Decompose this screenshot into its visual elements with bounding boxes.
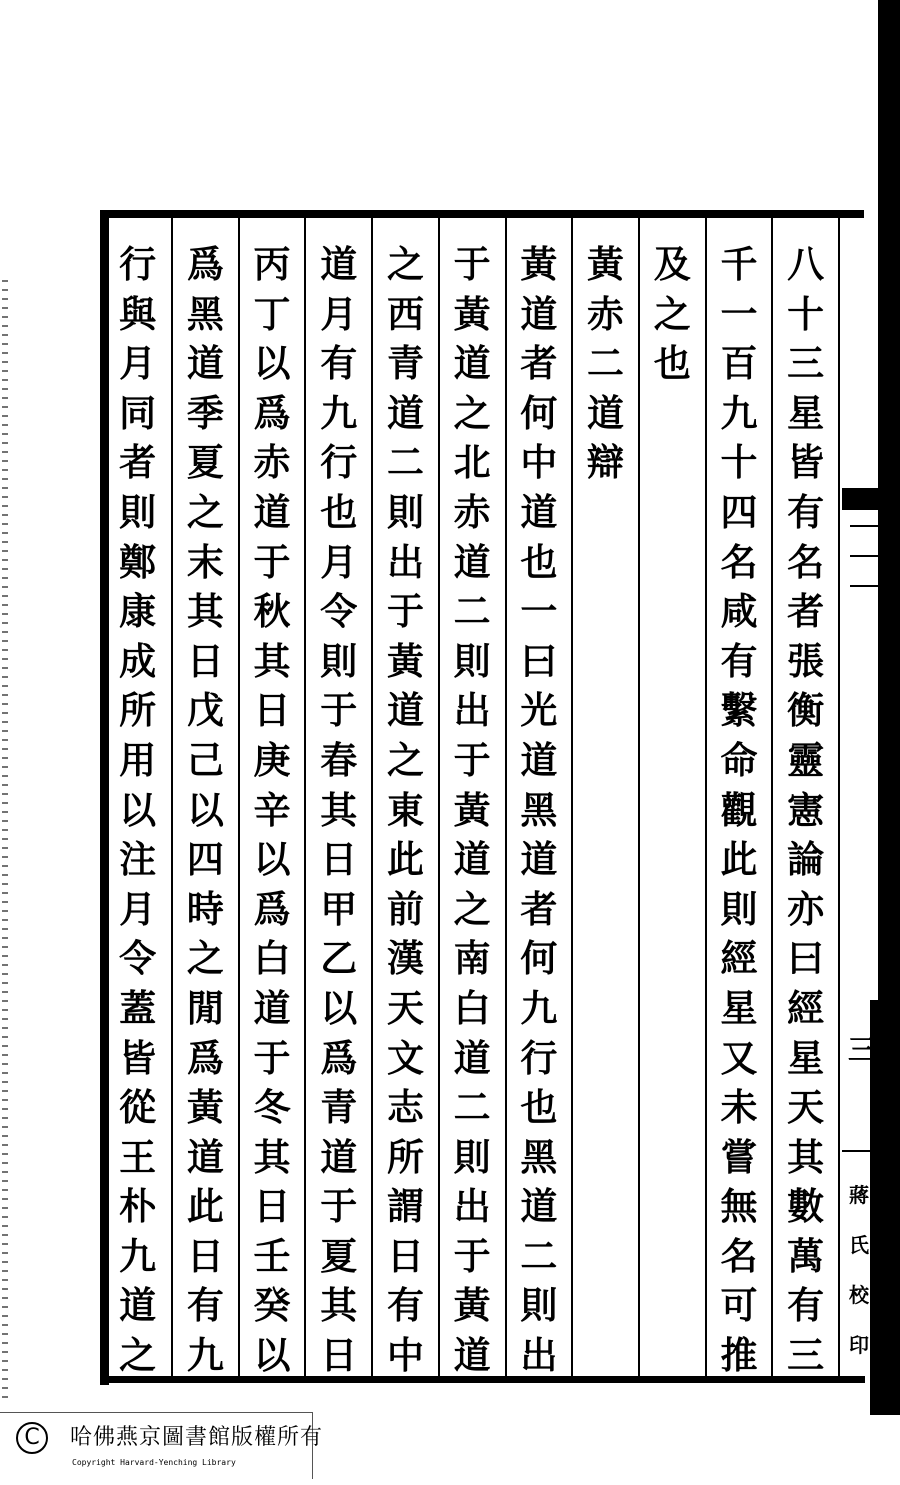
character: 青 (320, 1085, 358, 1130)
character: 令 (119, 936, 157, 981)
character: 鄭 (119, 539, 157, 584)
character: 黃 (520, 242, 558, 286)
character: 則 (453, 1134, 491, 1179)
character: 道 (320, 1134, 358, 1179)
character: 與 (119, 291, 157, 336)
character: 以 (320, 985, 358, 1030)
character: 北 (453, 440, 491, 485)
character: 以 (186, 787, 224, 832)
character: 于 (453, 737, 491, 782)
character: 之 (119, 1333, 157, 1378)
character: 戊 (186, 688, 224, 733)
character: 八 (787, 242, 825, 286)
character: 經 (720, 936, 758, 981)
character: 黃 (453, 291, 491, 336)
character: 于 (320, 688, 358, 733)
character: 道 (386, 688, 424, 733)
fold-mark (850, 585, 878, 587)
character: 則 (386, 489, 424, 534)
character: 道 (587, 390, 625, 435)
character: 者 (787, 589, 825, 634)
text-column (171, 218, 238, 1378)
character: 所 (119, 688, 157, 733)
character: 道 (520, 291, 558, 336)
character: 憲 (787, 787, 825, 832)
character: 也 (520, 1085, 558, 1130)
character: 之 (386, 737, 424, 782)
character: 以 (253, 837, 291, 882)
character: 于 (320, 1184, 358, 1229)
character: 赤 (453, 489, 491, 534)
character: 謂 (386, 1184, 424, 1229)
character: 西 (386, 291, 424, 336)
character: 朴 (119, 1184, 157, 1229)
character: 星 (720, 985, 758, 1030)
character: 以 (253, 341, 291, 386)
character: 未 (720, 1085, 758, 1130)
character: 黃 (186, 1085, 224, 1130)
character: 則 (119, 489, 157, 534)
character: 九 (720, 390, 758, 435)
copyright-icon: C (16, 1422, 48, 1454)
character: 其 (253, 1134, 291, 1179)
character: 曰 (787, 936, 825, 981)
character: 也 (320, 489, 358, 534)
character: 時 (186, 886, 224, 931)
character: 及 (653, 242, 691, 286)
character: 己 (186, 737, 224, 782)
character: 九 (320, 390, 358, 435)
character: 以 (253, 1333, 291, 1378)
character: 春 (320, 737, 358, 782)
character: 文 (386, 1035, 424, 1080)
character: 光 (520, 688, 558, 733)
character: 何 (520, 390, 558, 435)
character: 注 (119, 837, 157, 882)
character: 月 (320, 539, 358, 584)
character: 辯 (587, 440, 625, 485)
text-column (104, 218, 171, 1378)
character: 則 (520, 1283, 558, 1328)
character: 之 (653, 291, 691, 336)
character: 丙 (253, 242, 291, 286)
publisher-char: 蔣 (849, 1183, 869, 1207)
character: 出 (386, 539, 424, 584)
character: 赤 (253, 440, 291, 485)
character: 庚 (253, 737, 291, 782)
character: 也 (653, 341, 691, 386)
text-column (238, 218, 305, 1378)
character: 康 (119, 589, 157, 634)
character: 有 (787, 1283, 825, 1328)
character: 星 (787, 1035, 825, 1080)
character: 甲 (320, 886, 358, 931)
character: 道 (453, 341, 491, 386)
character: 萬 (787, 1233, 825, 1278)
character: 行 (520, 1035, 558, 1080)
character: 日 (320, 1333, 358, 1378)
character: 皆 (787, 440, 825, 485)
character: 此 (386, 837, 424, 882)
character: 皆 (119, 1035, 157, 1080)
character: 百 (720, 341, 758, 386)
character: 出 (453, 1184, 491, 1229)
character: 王 (119, 1134, 157, 1179)
character: 辛 (253, 787, 291, 832)
character: 二 (453, 589, 491, 634)
character: 之 (453, 390, 491, 435)
character: 則 (453, 638, 491, 683)
character: 于 (453, 1233, 491, 1278)
character: 此 (186, 1184, 224, 1229)
character: 道 (386, 390, 424, 435)
character: 道 (520, 489, 558, 534)
character: 三 (787, 1333, 825, 1378)
character: 之 (186, 936, 224, 981)
publisher-char: 氏 (849, 1233, 869, 1257)
fold-mark (850, 525, 878, 527)
text-column (705, 218, 772, 1378)
character: 黑 (520, 1134, 558, 1179)
character: 日 (186, 1233, 224, 1278)
character: 閒 (186, 985, 224, 1030)
character: 爲 (253, 390, 291, 435)
character: 何 (520, 936, 558, 981)
character: 季 (186, 390, 224, 435)
text-column (304, 218, 371, 1378)
character: 數 (787, 1184, 825, 1229)
character: 論 (787, 837, 825, 882)
fold-mark (850, 555, 878, 557)
character: 道 (119, 1283, 157, 1328)
character: 日 (320, 837, 358, 882)
character: 其 (253, 638, 291, 683)
character: 此 (720, 837, 758, 882)
character: 用 (119, 737, 157, 782)
text-column (438, 218, 505, 1378)
character: 蓋 (119, 985, 157, 1030)
character: 爲 (186, 242, 224, 286)
character: 道 (453, 1333, 491, 1378)
text-column (638, 218, 705, 1378)
character: 二 (386, 440, 424, 485)
character: 道 (253, 985, 291, 1030)
character: 千 (720, 242, 758, 286)
character: 末 (186, 539, 224, 584)
character: 名 (720, 1233, 758, 1278)
character: 前 (386, 886, 424, 931)
character: 癸 (253, 1283, 291, 1328)
character: 壬 (253, 1233, 291, 1278)
character: 其 (320, 1283, 358, 1328)
character: 中 (386, 1333, 424, 1378)
character: 黃 (453, 787, 491, 832)
character: 黃 (453, 1283, 491, 1328)
character: 白 (253, 936, 291, 981)
character: 黃 (587, 242, 625, 286)
character: 二 (453, 1085, 491, 1130)
character: 道 (520, 1184, 558, 1229)
character: 之 (386, 242, 424, 286)
character: 黑 (520, 787, 558, 832)
character: 亦 (787, 886, 825, 931)
character: 繫 (720, 688, 758, 733)
character: 觀 (720, 787, 758, 832)
character: 有 (720, 638, 758, 683)
character: 漢 (386, 936, 424, 981)
copyright-title: 哈佛燕京圖書館版權所有 (70, 1425, 324, 1450)
character: 出 (453, 688, 491, 733)
character: 青 (386, 341, 424, 386)
character: 行 (119, 242, 157, 286)
character: 有 (186, 1283, 224, 1328)
character: 之 (453, 886, 491, 931)
text-column (571, 218, 638, 1378)
character: 名 (720, 539, 758, 584)
character: 行 (320, 440, 358, 485)
character: 日 (186, 638, 224, 683)
character: 夏 (320, 1233, 358, 1278)
character: 丁 (253, 291, 291, 336)
scan-edge (2, 280, 8, 1400)
character: 衡 (787, 688, 825, 733)
text-column (505, 218, 572, 1378)
character: 一 (520, 589, 558, 634)
character: 道 (253, 489, 291, 534)
character: 名 (787, 539, 825, 584)
character: 嘗 (720, 1134, 758, 1179)
character: 推 (720, 1333, 758, 1378)
character: 于 (453, 242, 491, 286)
character: 天 (386, 985, 424, 1030)
character: 星 (787, 390, 825, 435)
character: 二 (520, 1233, 558, 1278)
character: 可 (720, 1283, 758, 1328)
fishtail-mark (842, 488, 878, 510)
character: 令 (320, 589, 358, 634)
character: 出 (520, 1333, 558, 1378)
character: 白 (453, 985, 491, 1030)
character: 又 (720, 1035, 758, 1080)
character: 成 (119, 638, 157, 683)
character: 赤 (587, 291, 625, 336)
character: 道 (453, 539, 491, 584)
character: 爲 (253, 886, 291, 931)
character: 道 (453, 837, 491, 882)
character: 二 (587, 341, 625, 386)
character: 道 (520, 737, 558, 782)
character: 有 (386, 1283, 424, 1328)
character: 黑 (186, 291, 224, 336)
character: 志 (386, 1085, 424, 1130)
character: 其 (787, 1134, 825, 1179)
character: 日 (253, 688, 291, 733)
character: 道 (453, 1035, 491, 1080)
character: 九 (119, 1233, 157, 1278)
character: 爲 (320, 1035, 358, 1080)
character: 者 (119, 440, 157, 485)
character: 于 (386, 589, 424, 634)
character: 日 (253, 1184, 291, 1229)
folio-number: 三 (847, 1033, 876, 1066)
character: 天 (787, 1085, 825, 1130)
character: 咸 (720, 589, 758, 634)
folio-divider (842, 1150, 878, 1152)
character: 四 (720, 489, 758, 534)
character: 張 (787, 638, 825, 683)
publisher-char: 印 (849, 1333, 869, 1357)
character: 九 (520, 985, 558, 1030)
character: 道 (186, 341, 224, 386)
character: 于 (253, 539, 291, 584)
character: 南 (453, 936, 491, 981)
character: 一 (720, 291, 758, 336)
character: 同 (119, 390, 157, 435)
character: 中 (520, 440, 558, 485)
character: 夏 (186, 440, 224, 485)
character: 其 (186, 589, 224, 634)
publisher-char: 校 (849, 1283, 869, 1307)
character: 四 (186, 837, 224, 882)
publisher-mark (840, 1170, 878, 1370)
character: 于 (253, 1035, 291, 1080)
character: 月 (320, 291, 358, 336)
character: 十 (720, 440, 758, 485)
character: 日 (386, 1233, 424, 1278)
character: 九 (186, 1333, 224, 1378)
character: 靈 (787, 737, 825, 782)
character: 爲 (186, 1035, 224, 1080)
character: 者 (520, 341, 558, 386)
character: 其 (320, 787, 358, 832)
character: 月 (119, 341, 157, 386)
character: 冬 (253, 1085, 291, 1130)
character: 無 (720, 1184, 758, 1229)
character: 有 (787, 489, 825, 534)
character: 道 (320, 242, 358, 286)
character: 所 (386, 1134, 424, 1179)
character: 以 (119, 787, 157, 832)
character: 則 (720, 886, 758, 931)
character: 十 (787, 291, 825, 336)
character: 三 (787, 341, 825, 386)
character: 則 (320, 638, 358, 683)
character: 黃 (386, 638, 424, 683)
character: 道 (186, 1134, 224, 1179)
character: 有 (320, 341, 358, 386)
character: 月 (119, 886, 157, 931)
character: 從 (119, 1085, 157, 1130)
text-column (771, 218, 838, 1378)
character: 者 (520, 886, 558, 931)
character: 東 (386, 787, 424, 832)
character: 命 (720, 737, 758, 782)
character: 秋 (253, 589, 291, 634)
character: 也 (520, 539, 558, 584)
text-column (371, 218, 438, 1378)
character: 乙 (320, 936, 358, 981)
copyright-subtitle: Copyright Harvard-Yenching Library (72, 1458, 236, 1467)
character: 經 (787, 985, 825, 1030)
character: 之 (186, 489, 224, 534)
frame-top (104, 210, 864, 218)
character: 道 (520, 837, 558, 882)
character: 曰 (520, 638, 558, 683)
